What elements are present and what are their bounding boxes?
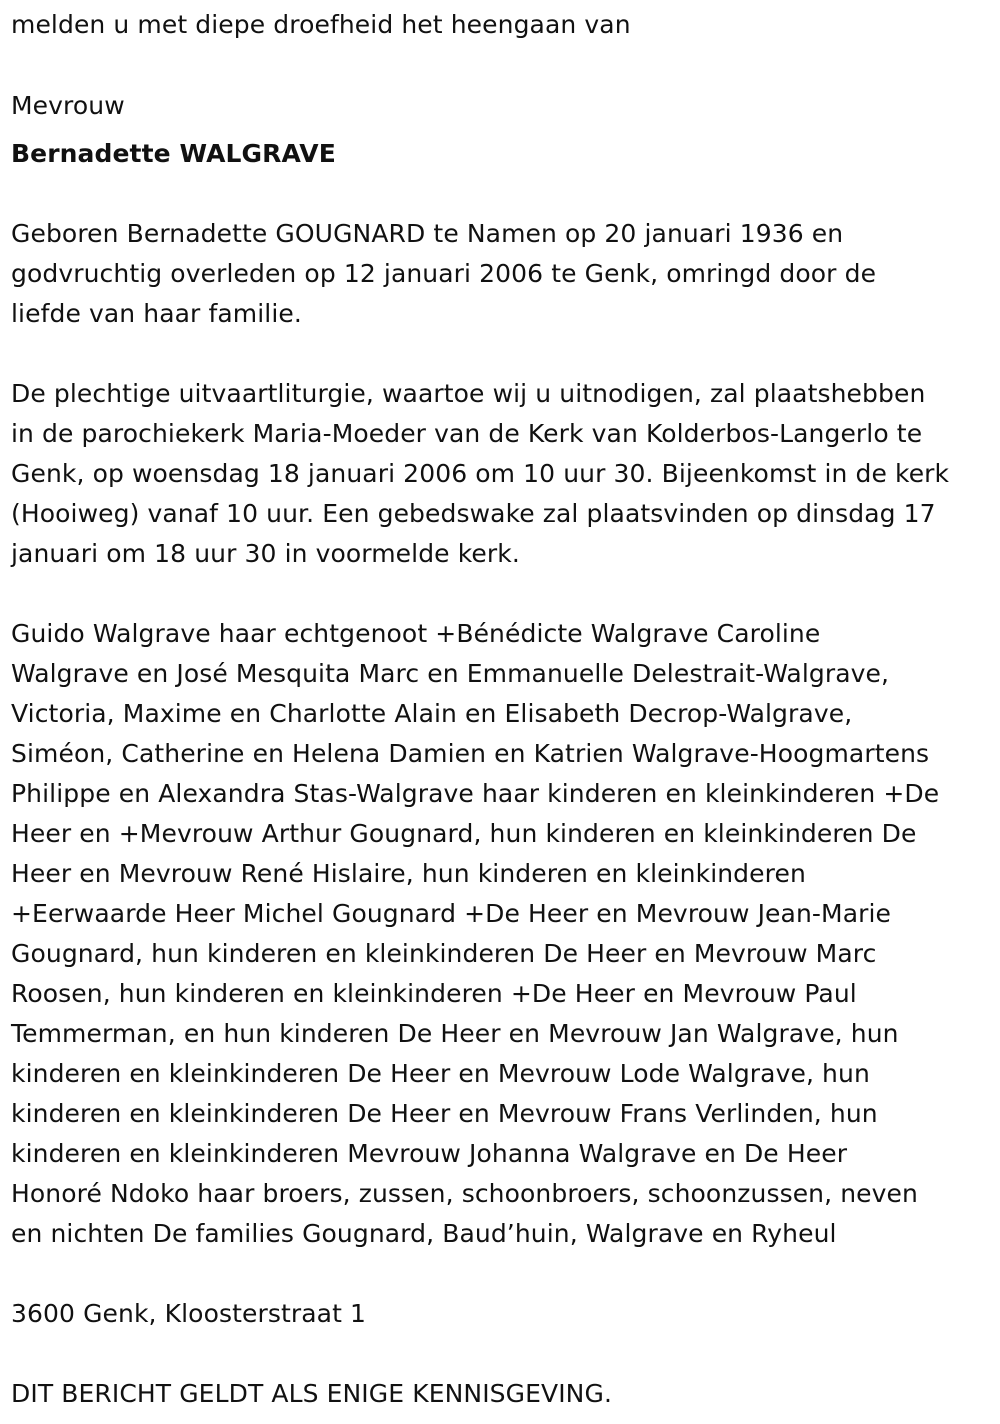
paragraph-line: Victoria, Maxime en Charlotte Alain en Elisabeth Decrop-Walgrave, <box>11 699 853 728</box>
paragraph-line: (Hooiweg) vanaf 10 uur. Een gebedswake zal plaatsvinden op dinsdag 17 <box>11 499 936 528</box>
deceased-name: Bernadette WALGRAVE <box>11 139 336 168</box>
closing-notice: DIT BERICHT GELDT ALS ENIGE KENNISGEVING. <box>11 1379 612 1408</box>
paragraph-line: kinderen en kleinkinderen De Heer en Mevrouw Lode Walgrave, hun <box>11 1059 870 1088</box>
paragraph-line: Heer en +Mevrouw Arthur Gougnard, hun kinderen en kleinkinderen De <box>11 819 917 848</box>
paragraph-line: kinderen en kleinkinderen Mevrouw Johanna Walgrave en De Heer <box>11 1139 848 1168</box>
paragraph-line: in de parochiekerk Maria-Moeder van de Kerk van Kolderbos-Langerlo te <box>11 419 923 448</box>
paragraph-line: liefde van haar familie. <box>11 299 302 328</box>
paragraph-line: en nichten De families Gougnard, Baud’huin, Walgrave en Ryheul <box>11 1219 837 1248</box>
paragraph-line: Siméon, Catherine en Helena Damien en Katrien Walgrave-Hoogmartens <box>11 739 930 768</box>
paragraph-line: januari om 18 uur 30 in voormelde kerk. <box>11 539 520 568</box>
address: 3600 Genk, Kloosterstraat 1 <box>11 1299 367 1328</box>
paragraph-line: Roosen, hun kinderen en kleinkinderen +De Heer en Mevrouw Paul <box>11 979 857 1008</box>
salutation: Mevrouw <box>11 91 125 120</box>
paragraph-line: Genk, op woensdag 18 januari 2006 om 10 uur 30. Bijeenkomst in de kerk <box>11 459 950 488</box>
paragraph-line: Gougnard, hun kinderen en kleinkinderen De Heer en Mevrouw Marc <box>11 939 877 968</box>
paragraph-line: godvruchtig overleden op 12 januari 2006 te Genk, omringd door de <box>11 259 877 288</box>
paragraph-line: Geboren Bernadette GOUGNARD te Namen op 20 januari 1936 en <box>11 219 844 248</box>
paragraph-line: Honoré Ndoko haar broers, zussen, schoonbroers, schoonzussen, neven <box>11 1179 918 1208</box>
paragraph-line: Philippe en Alexandra Stas-Walgrave haar kinderen en kleinkinderen +De <box>11 779 940 808</box>
paragraph-line: Guido Walgrave haar echtgenoot +Bénédicte Walgrave Caroline <box>11 619 821 648</box>
paragraph-line: Heer en Mevrouw René Hislaire, hun kinderen en kleinkinderen <box>11 859 806 888</box>
intro-text: melden u met diepe droefheid het heengaan van <box>11 10 631 39</box>
paragraph-line: Walgrave en José Mesquita Marc en Emmanuelle Delestrait-Walgrave, <box>11 659 890 688</box>
paragraph-line: De plechtige uitvaartliturgie, waartoe wij u uitnodigen, zal plaatshebben <box>11 379 926 408</box>
paragraph-line: +Eerwaarde Heer Michel Gougnard +De Heer en Mevrouw Jean-Marie <box>11 899 892 928</box>
paragraph-line: kinderen en kleinkinderen De Heer en Mevrouw Frans Verlinden, hun <box>11 1099 878 1128</box>
paragraph-line: Temmerman, en hun kinderen De Heer en Mevrouw Jan Walgrave, hun <box>11 1019 899 1048</box>
